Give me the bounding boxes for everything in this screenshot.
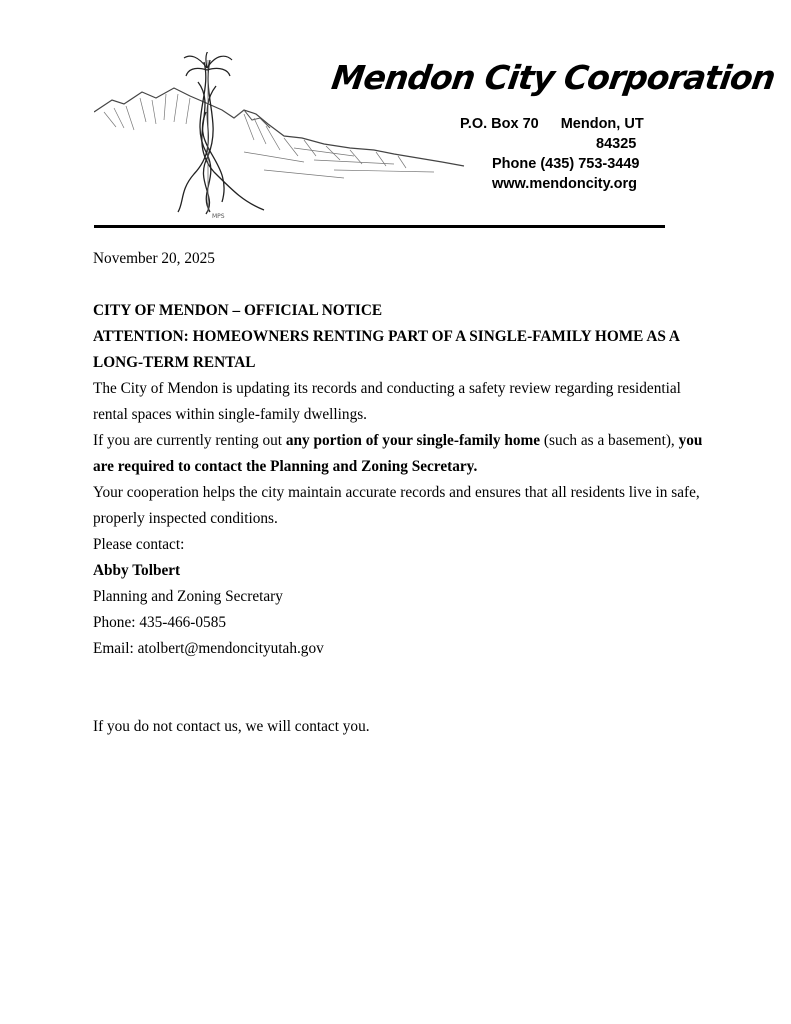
office-phone: Phone (435) 753-3449 — [492, 156, 640, 172]
contact-intro: Please contact: — [93, 536, 185, 553]
zip-code: 84325 — [596, 136, 637, 152]
contact-phone: Phone: 435-466-0585 — [93, 614, 226, 631]
po-box: P.O. Box 70 — [460, 116, 539, 132]
requirement-directive: you are required to contact the Planning and Zoning Secretary. — [93, 432, 703, 475]
spacer — [93, 662, 703, 714]
closing-line: If you do not contact us, we will contact you. — [93, 718, 370, 735]
requirement-emphasis: any portion of your single-family home — [285, 432, 541, 449]
contact-title: Planning and Zoning Secretary — [93, 588, 283, 605]
website: www.mendoncity.org — [492, 176, 638, 192]
letter-body — [93, 246, 703, 740]
requirement-text-a: If you are currently renting out — [93, 432, 286, 449]
svg-text:MPS: MPS — [212, 213, 225, 220]
paragraph-cooperation: Your cooperation helps the city maintain accurate records and ensures that all residents live in safe, properly inspected conditions. — [93, 484, 700, 527]
contact-email: Email: atolbert@mendoncityutah.gov — [93, 640, 324, 657]
contact-name: Abby Tolbert — [93, 562, 181, 579]
org-name: Mendon City Corporation — [329, 58, 778, 97]
notice-heading: CITY OF MENDON – OFFICIAL NOTICE — [93, 302, 383, 319]
attention-heading: ATTENTION: HOMEOWNERS RENTING PART OF A SINGLE-FAMILY HOME AS A LONG-TERM RENTAL — [93, 328, 680, 371]
requirement-text-c: (such as a basement), — [540, 432, 679, 449]
paragraph-intro: The City of Mendon is updating its records and conducting a safety review regarding residential rental spaces within single-family dwellings. — [93, 380, 681, 423]
address-line — [460, 114, 644, 134]
letter-date: November 20, 2025 — [93, 250, 215, 267]
header-divider — [94, 225, 665, 228]
paragraph-requirement — [93, 428, 703, 480]
city-state: Mendon, UT — [560, 116, 644, 132]
letterhead — [94, 52, 778, 232]
